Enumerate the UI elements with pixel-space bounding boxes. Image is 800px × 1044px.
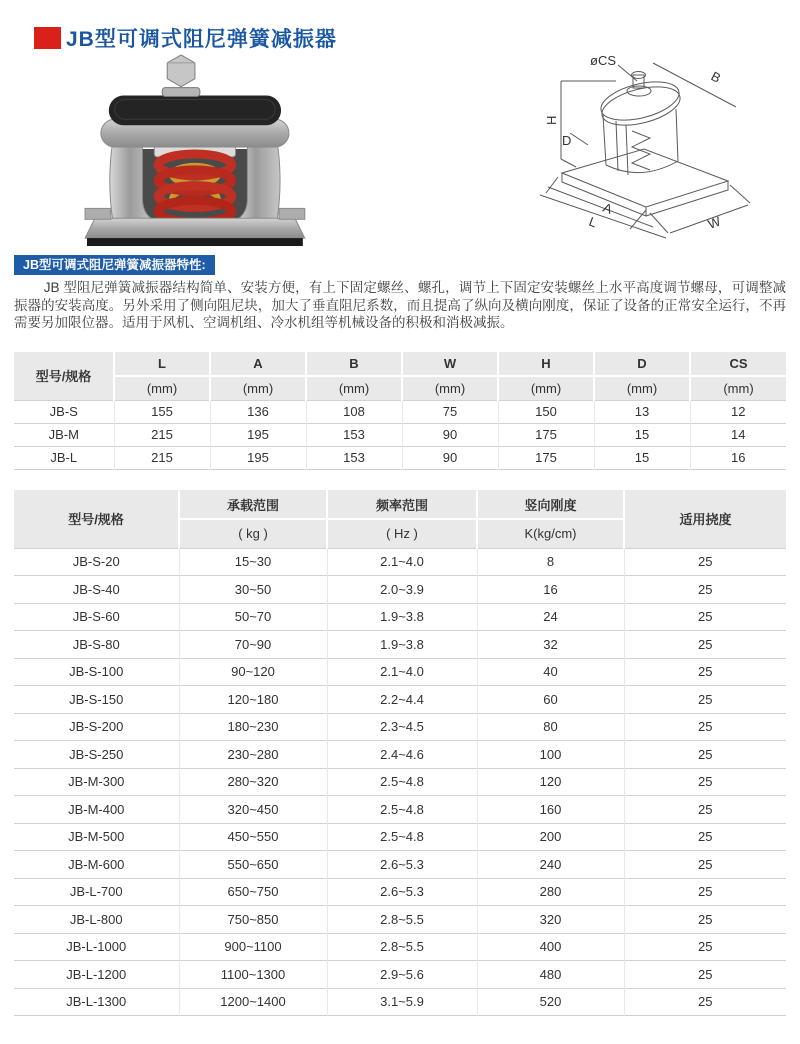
value-cell: 100 (477, 741, 624, 769)
value-cell: 25 (624, 823, 786, 851)
product-description: JB 型阻尼弹簧减振器结构简单、安装方便，有上下固定螺丝、螺孔，调节上下固定安装螺丝上水平高度调节螺母，可调整减振器的安装高度。另外采用了侧向阻尼块，加大了垂直阻尼系数，而且提高了纵向及横向刚度，保证了设备的正常安全运行，不再需要另加限位器。适用于风机、空调机组、冷水机组等机械设备的积极和消极减振。 (14, 280, 786, 330)
value-cell: 240 (477, 851, 624, 879)
value-cell: 40 (477, 658, 624, 686)
dim-label-h: H (544, 115, 559, 125)
model-cell: JB-M-500 (14, 823, 179, 851)
specification-table (14, 490, 786, 1016)
value-cell: 2.8~5.5 (327, 933, 477, 961)
value-cell: 30~50 (179, 576, 327, 604)
product-photo (62, 50, 312, 253)
spec-table-body (14, 548, 786, 1016)
dim-label-a: A (600, 199, 615, 217)
spec-freq-header: 频率范围 (327, 490, 477, 519)
value-cell: 3.1~5.9 (327, 988, 477, 1016)
value-cell: 32 (477, 631, 624, 659)
model-cell: JB-M-600 (14, 851, 179, 879)
table-row (14, 796, 786, 824)
table-row (14, 576, 786, 604)
value-cell: 650~750 (179, 878, 327, 906)
feature-banner: JB型可调式阻尼弹簧减振器特性: (14, 255, 215, 275)
value-cell: 25 (624, 631, 786, 659)
value-cell: 195 (210, 446, 306, 469)
value-cell: 750~850 (179, 906, 327, 934)
value-cell: 2.5~4.8 (327, 823, 477, 851)
dim-label-l: L (586, 213, 599, 231)
spec-stiffness-header: 竖向刚度 (477, 490, 624, 519)
value-cell: 320 (477, 906, 624, 934)
value-cell: 2.6~5.3 (327, 878, 477, 906)
value-cell: 280~320 (179, 768, 327, 796)
value-cell: 25 (624, 603, 786, 631)
dim-header-letter-row (14, 352, 786, 376)
table-row (14, 603, 786, 631)
model-cell: JB-M-400 (14, 796, 179, 824)
table-row (14, 961, 786, 989)
table-row (14, 988, 786, 1016)
dim-table-body (14, 400, 786, 469)
value-cell: 13 (594, 400, 690, 423)
value-cell: 15~30 (179, 548, 327, 576)
dim-unit: (mm) (402, 376, 498, 400)
model-cell: JB-S-20 (14, 548, 179, 576)
value-cell: 520 (477, 988, 624, 1016)
value-cell: 1100~1300 (179, 961, 327, 989)
value-cell: 195 (210, 423, 306, 446)
dim-unit: (mm) (498, 376, 594, 400)
dim-col-W: W (402, 352, 498, 376)
value-cell: 215 (114, 446, 210, 469)
value-cell: 2.0~3.9 (327, 576, 477, 604)
model-cell: JB-L-1000 (14, 933, 179, 961)
value-cell: 25 (624, 878, 786, 906)
model-cell: JB-L-700 (14, 878, 179, 906)
value-cell: 175 (498, 423, 594, 446)
table-row (14, 878, 786, 906)
table-row (14, 548, 786, 576)
page-header (34, 23, 337, 53)
dim-header-unit-row (14, 376, 786, 400)
value-cell: 24 (477, 603, 624, 631)
table-row (14, 906, 786, 934)
value-cell: 153 (306, 423, 402, 446)
value-cell: 108 (306, 400, 402, 423)
table-row (14, 933, 786, 961)
model-cell: JB-M (14, 423, 114, 446)
dim-label-d: D (562, 133, 572, 148)
dimension-table (14, 352, 786, 470)
value-cell: 25 (624, 851, 786, 879)
value-cell: 400 (477, 933, 624, 961)
value-cell: 175 (498, 446, 594, 469)
value-cell: 900~1100 (179, 933, 327, 961)
technical-drawing (518, 45, 793, 245)
spring-isolator-photo (62, 50, 312, 248)
value-cell: 90~120 (179, 658, 327, 686)
value-cell: 150 (498, 400, 594, 423)
value-cell: 25 (624, 796, 786, 824)
value-cell: 75 (402, 400, 498, 423)
model-cell: JB-S-80 (14, 631, 179, 659)
value-cell: 25 (624, 906, 786, 934)
spec-header-name-row (14, 490, 786, 519)
value-cell: 1200~1400 (179, 988, 327, 1016)
value-cell: 320~450 (179, 796, 327, 824)
value-cell: 2.5~4.8 (327, 796, 477, 824)
spec-stiffness-unit: K(kg/cm) (477, 519, 624, 548)
spec-deflection-header: 适用挠度 (624, 490, 786, 548)
red-square-icon (34, 27, 61, 49)
value-cell: 25 (624, 658, 786, 686)
model-cell: JB-S-250 (14, 741, 179, 769)
model-cell: JB-S-60 (14, 603, 179, 631)
table-row (14, 713, 786, 741)
value-cell: 1.9~3.8 (327, 631, 477, 659)
value-cell: 136 (210, 400, 306, 423)
value-cell: 25 (624, 933, 786, 961)
model-cell: JB-S (14, 400, 114, 423)
value-cell: 215 (114, 423, 210, 446)
value-cell: 550~650 (179, 851, 327, 879)
value-cell: 480 (477, 961, 624, 989)
table-row (14, 400, 786, 423)
value-cell: 15 (594, 446, 690, 469)
value-cell: 160 (477, 796, 624, 824)
model-cell: JB-M-300 (14, 768, 179, 796)
table-row (14, 768, 786, 796)
model-cell: JB-S-200 (14, 713, 179, 741)
value-cell: 280 (477, 878, 624, 906)
table-row (14, 823, 786, 851)
spec-load-header: 承载范围 (179, 490, 327, 519)
value-cell: 60 (477, 686, 624, 714)
value-cell: 25 (624, 768, 786, 796)
value-cell: 14 (690, 423, 786, 446)
value-cell: 450~550 (179, 823, 327, 851)
model-cell: JB-S-40 (14, 576, 179, 604)
value-cell: 90 (402, 446, 498, 469)
model-cell: JB-L-1300 (14, 988, 179, 1016)
dim-col-A: A (210, 352, 306, 376)
model-cell: JB-S-100 (14, 658, 179, 686)
value-cell: 90 (402, 423, 498, 446)
value-cell: 2.1~4.0 (327, 658, 477, 686)
value-cell: 25 (624, 988, 786, 1016)
value-cell: 2.8~5.5 (327, 906, 477, 934)
value-cell: 2.3~4.5 (327, 713, 477, 741)
dim-col-H: H (498, 352, 594, 376)
value-cell: 25 (624, 548, 786, 576)
dim-unit: (mm) (114, 376, 210, 400)
dim-col-D: D (594, 352, 690, 376)
value-cell: 120 (477, 768, 624, 796)
value-cell: 25 (624, 961, 786, 989)
dim-col-L: L (114, 352, 210, 376)
table-row (14, 658, 786, 686)
model-cell: JB-L-800 (14, 906, 179, 934)
page-title: JB型可调式阻尼弹簧减振器 (66, 28, 337, 51)
table-row (14, 423, 786, 446)
table-row (14, 851, 786, 879)
value-cell: 15 (594, 423, 690, 446)
value-cell: 2.6~5.3 (327, 851, 477, 879)
model-cell: JB-S-150 (14, 686, 179, 714)
value-cell: 180~230 (179, 713, 327, 741)
dim-col-CS: CS (690, 352, 786, 376)
value-cell: 50~70 (179, 603, 327, 631)
value-cell: 8 (477, 548, 624, 576)
dim-unit: (mm) (690, 376, 786, 400)
table-row (14, 686, 786, 714)
value-cell: 120~180 (179, 686, 327, 714)
value-cell: 2.1~4.0 (327, 548, 477, 576)
value-cell: 2.5~4.8 (327, 768, 477, 796)
value-cell: 25 (624, 741, 786, 769)
value-cell: 1.9~3.8 (327, 603, 477, 631)
value-cell: 12 (690, 400, 786, 423)
value-cell: 16 (477, 576, 624, 604)
spec-freq-unit: ( Hz ) (327, 519, 477, 548)
dim-unit: (mm) (306, 376, 402, 400)
value-cell: 230~280 (179, 741, 327, 769)
value-cell: 2.4~4.6 (327, 741, 477, 769)
model-cell: JB-L (14, 446, 114, 469)
dim-unit: (mm) (210, 376, 306, 400)
value-cell: 25 (624, 576, 786, 604)
value-cell: 2.9~5.6 (327, 961, 477, 989)
value-cell: 155 (114, 400, 210, 423)
dim-unit: (mm) (594, 376, 690, 400)
dim-col-B: B (306, 352, 402, 376)
model-cell: JB-L-1200 (14, 961, 179, 989)
dim-model-header: 型号/规格 (14, 352, 114, 400)
value-cell: 16 (690, 446, 786, 469)
table-row (14, 631, 786, 659)
table-row (14, 741, 786, 769)
table-row (14, 446, 786, 469)
dimension-diagram (518, 45, 793, 240)
value-cell: 200 (477, 823, 624, 851)
value-cell: 80 (477, 713, 624, 741)
value-cell: 25 (624, 686, 786, 714)
value-cell: 153 (306, 446, 402, 469)
value-cell: 25 (624, 713, 786, 741)
value-cell: 2.2~4.4 (327, 686, 477, 714)
value-cell: 70~90 (179, 631, 327, 659)
dim-label-cs: øCS (590, 53, 616, 68)
spec-load-unit: ( kg ) (179, 519, 327, 548)
spec-model-header: 型号/规格 (14, 490, 179, 548)
dim-label-w: W (705, 213, 723, 232)
dim-label-b: B (708, 68, 724, 86)
